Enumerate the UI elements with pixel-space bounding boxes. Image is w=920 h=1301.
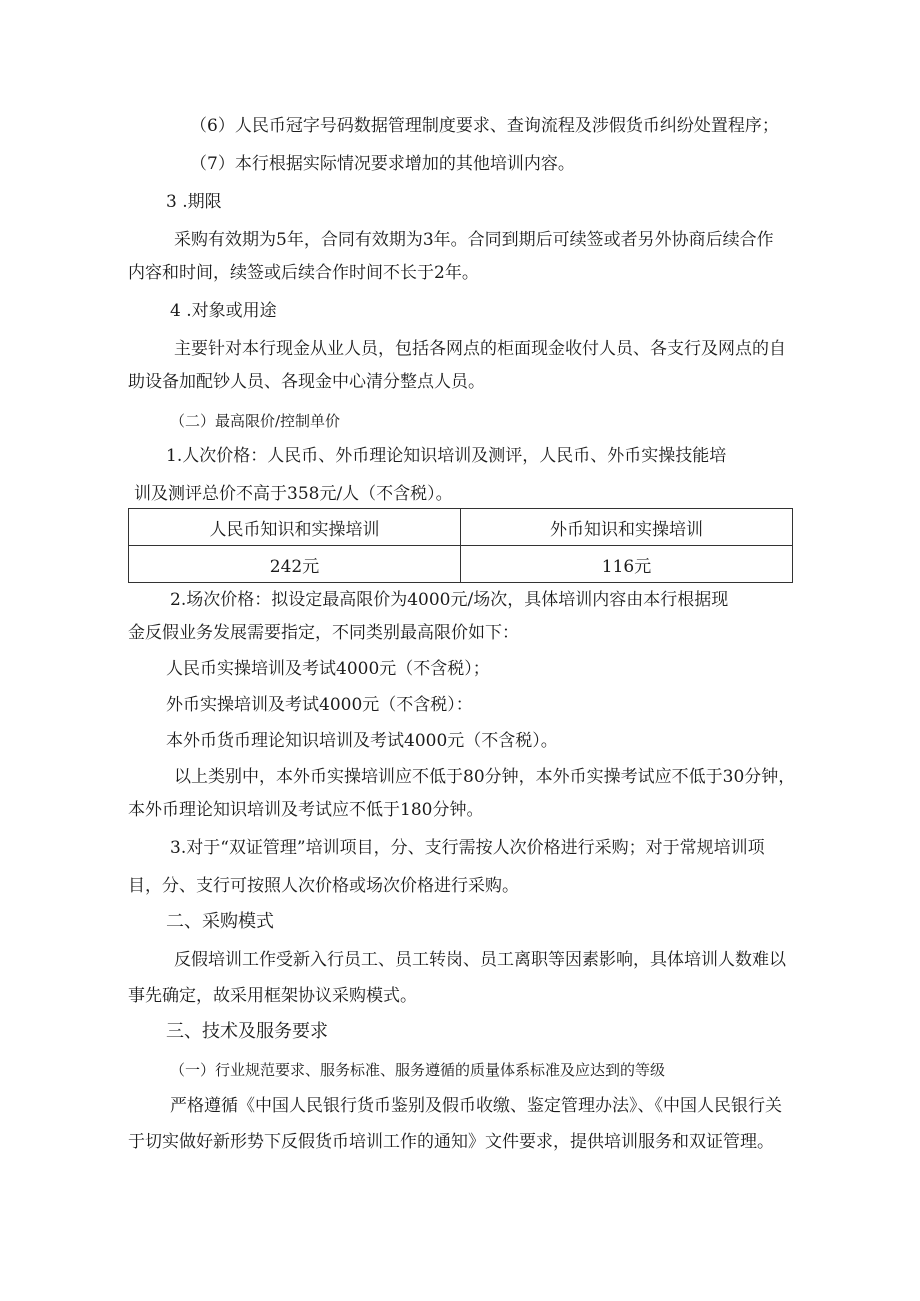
- paragraph-per-person-price-line-1: 1.人次价格：人民币、外币理论知识培训及测评，人民币、外币实操技能培: [166, 446, 727, 466]
- paragraph-duration-line-1: 以上类别中，本外币实操培训应不低于80分钟，本外币实操考试应不低于30分钟，: [174, 767, 796, 787]
- paragraph-per-person-price-line-2: 训及测评总价不高于358元/人（不含税）。: [134, 484, 453, 504]
- section-target-heading: 4 .对象或用途: [170, 301, 277, 321]
- section-term-heading: 3 .期限: [166, 192, 222, 212]
- section-tech-service-heading: 三、技术及服务要求: [166, 1021, 328, 1042]
- paragraph-procurement-mode-line-1: 反假培训工作受新入行员工、员工转岗、员工离职等因素影响，具体培训人数难以: [174, 950, 786, 970]
- table-value-cell-rmb: 242元: [129, 546, 461, 583]
- price-table: [128, 508, 793, 583]
- section-procurement-mode-heading: 二、采购模式: [166, 911, 274, 932]
- table-header-cell-foreign: 外币知识和实操培训: [461, 509, 793, 546]
- paragraph-target-line-1: 主要针对本行现金从业人员，包括各网点的柜面现金收付人员、各支行及网点的自: [174, 339, 786, 359]
- table-value-cell-foreign: 116元: [461, 546, 793, 583]
- table-row: [129, 509, 793, 546]
- paragraph-duration-line-2: 本外币理论知识培训及考试应不低于180分钟。: [128, 800, 484, 820]
- paragraph-rmb-practical-price: 人民币实操培训及考试4000元（不含税）；: [166, 659, 490, 679]
- section-price-limit-heading: （二）最高限价/控制单价: [170, 412, 341, 430]
- paragraph-standards-line-2: 于切实做好新形势下反假货币培训工作的通知》文件要求，提供培训服务和双证管理。: [128, 1132, 774, 1152]
- paragraph-theory-price: 本外币货币理论知识培训及考试4000元（不含税）。: [166, 731, 558, 751]
- paragraph-term-line-2: 内容和时间，续签或后续合作时间不长于2年。: [128, 263, 479, 283]
- table-header-cell-rmb: 人民币知识和实操培训: [129, 509, 461, 546]
- paragraph-session-price-line-2: 金反假业务发展需要指定，不同类别最高限价如下：: [128, 623, 519, 643]
- paragraph-standards-line-1: 严格遵循《中国人民银行货币鉴别及假币收缴、鉴定管理办法》、《中国人民银行关: [170, 1096, 782, 1116]
- paragraph-dual-cert-line-1: 3.对于“双证管理”培训项目，分、支行需按人次价格进行采购；对于常规培训项: [170, 838, 765, 858]
- paragraph-target-line-2: 助设备加配钞人员、各现金中心清分整点人员。: [128, 372, 485, 392]
- section-standards-heading: （一）行业规范要求、服务标准、服务遵循的质量体系标准及应达到的等级: [170, 1061, 666, 1079]
- paragraph-foreign-practical-price: 外币实操培训及考试4000元（不含税）：: [166, 695, 473, 715]
- paragraph-training-item-6: （6）人民币冠字号码数据管理制度要求、查询流程及涉假货币纠纷处置程序；: [190, 116, 779, 136]
- paragraph-training-item-7: （7）本行根据实际情况要求增加的其他培训内容。: [190, 154, 575, 174]
- paragraph-dual-cert-line-2: 目，分、支行可按照人次价格或场次价格进行采购。: [128, 876, 519, 896]
- paragraph-procurement-mode-line-2: 事先确定，故采用框架协议采购模式。: [128, 986, 417, 1006]
- paragraph-session-price-line-1: 2.场次价格：拟设定最高限价为4000元/场次，具体培训内容由本行根据现: [170, 590, 729, 610]
- paragraph-term-line-1: 采购有效期为5年，合同有效期为3年。合同到期后可续签或者另外协商后续合作: [174, 230, 774, 250]
- table-row: [129, 546, 793, 583]
